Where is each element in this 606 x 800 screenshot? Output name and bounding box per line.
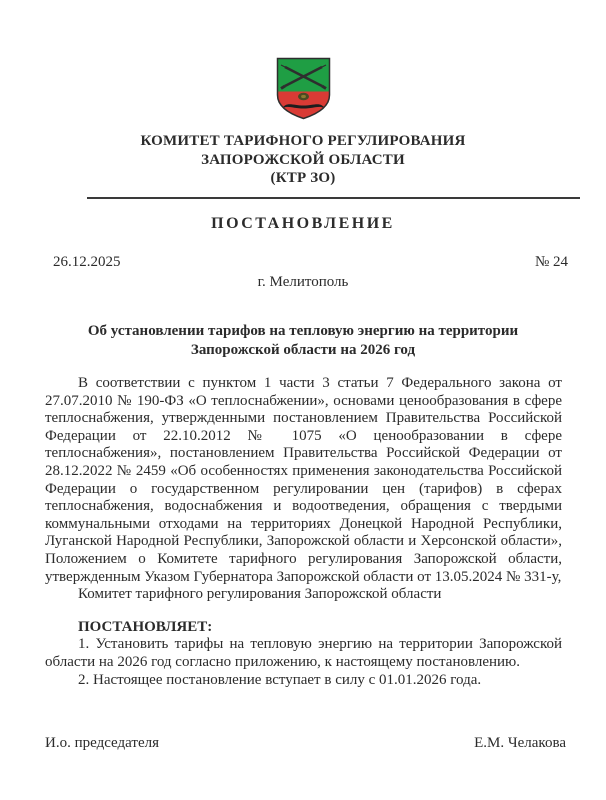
organization-abbreviation: (КТР ЗО) xyxy=(270,170,336,186)
resolution-item-2: 2. Настоящее постановление вступает в силу с 01.01.2026 года. xyxy=(78,671,482,688)
document-title-line1: Об установлении тарифов на тепловую энергию на территории xyxy=(87,323,519,339)
zaporozhye-coat-of-arms-icon xyxy=(276,57,331,120)
header-divider xyxy=(87,197,580,200)
resolves-heading: ПОСТАНОВЛЯЕТ: xyxy=(78,618,213,635)
preamble-paragraph: В соответствии с пунктом 1 части 3 статьи 7 Федерального закона от 27.07.2010 № 190-ФЗ «О теплоснабжении», основами ценообразования в сфере теплоснабжения, утвержденными постановлением Правительства Российской Федерации от 22.10.2012 № 1075 «О ценообразовании в сфере теплоснабжения», постановлением Правительства Российской Федерации от 28.12.2022 № 2459 «Об особенностях применения законодательства Российской Федерации о государственном регулировании цен (тарифов) в сферах теплоснабжения, водоснабжения и водоотведения, обращения с твердыми коммунальными отходами на территориях Донецкой Народной Республики, Луганской Народной Республики, Запорожской области и Херсонской области», Положением о Комитете тарифного регулирования Запорожской области, утвержденным Указом Губернатора Запорожской области от 13.05.2024 № 331-у, xyxy=(45,375,562,585)
crest-ornament-icon xyxy=(298,93,309,101)
authority-line: Комитет тарифного регулирования Запорожской области xyxy=(78,586,442,603)
document-body xyxy=(45,375,562,689)
document-title-line2: Запорожской области на 2026 год xyxy=(190,341,416,358)
organization-name-line2: ЗАПОРОЖСКОЙ ОБЛАСТИ xyxy=(201,151,405,168)
signer-position: И.о. председателя xyxy=(45,735,160,752)
signature-row xyxy=(45,735,566,752)
organization-name-line1: КОМИТЕТ ТАРИФНОГО РЕГУЛИРОВАНИЯ xyxy=(140,133,466,149)
city-line: г. Мелитополь xyxy=(257,274,349,290)
date-number-row xyxy=(53,254,568,271)
signer-name: Е.М. Челакова xyxy=(474,735,566,752)
document-number: № 24 xyxy=(534,254,568,270)
document-date: 26.12.2025 xyxy=(53,254,121,270)
document-type-heading: ПОСТАНОВЛЕНИЕ xyxy=(211,215,395,232)
document-title xyxy=(0,322,606,359)
resolution-item-1: 1. Установить тарифы на тепловую энергию на территории Запорожской области на 2026 год согласно приложению, к настоящему постановлению. xyxy=(45,636,562,670)
organization-name xyxy=(0,132,606,188)
emblem-container xyxy=(0,0,606,125)
